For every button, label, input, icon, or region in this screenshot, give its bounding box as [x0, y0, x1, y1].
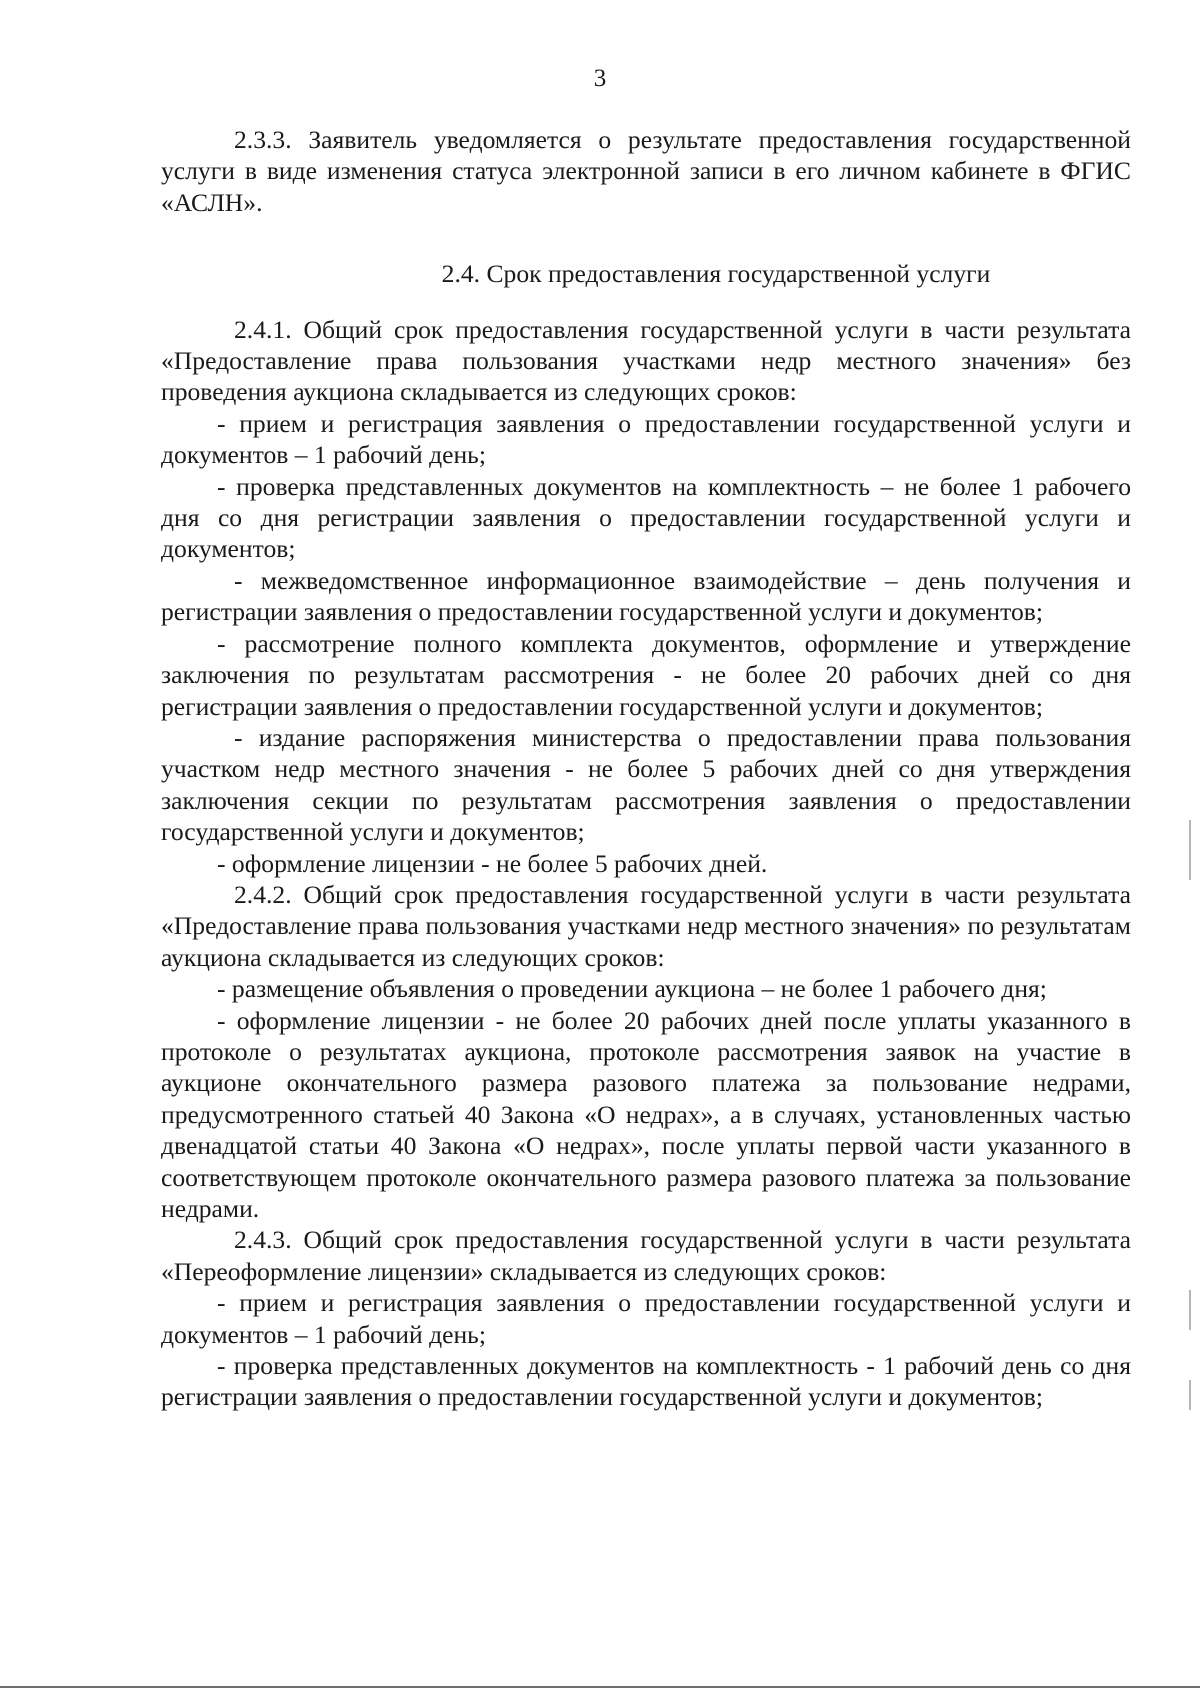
- section-heading: 2.4. Срок предоставления государственной услуги: [441, 259, 991, 289]
- list-item: - прием и регистрация заявления о предоставлении государственной услуги и документов – 1 рабочий день;: [161, 1288, 1131, 1349]
- list-item: - межведомственное информационное взаимодействие – день получения и регистрации заявления о предоставлении государственной услуги и документов;: [161, 565, 1131, 627]
- list-item: - оформление лицензии - не более 20 рабочих дней после уплаты указанного в протоколе о результатах аукциона, протоколе рассмотрения заявок на участие в аукционе окончательного размера разового платежа за пользование недрами, предусмотренного статьей 40 Закона «О недрах», а в случаях, установленных частью двенадцатой статьи 40 Закона «О недрах», после уплаты первой части указанного в соответствующем протоколе окончательного размера разового платежа за пользование недрами.: [161, 1005, 1131, 1223]
- paragraph-2-4-2: 2.4.2. Общий срок предоставления государственной услуги в части результата «Предоставление права пользования участками недр местного значения» по результатам аукциона складывается из следующих сроков:: [161, 879, 1131, 972]
- scan-edge-marks: [1189, 820, 1192, 1420]
- list-item: - проверка представленных документов на комплектность - 1 рабочий день со дня регистрации заявления о предоставлении государственной услуги и документов;: [161, 1351, 1131, 1412]
- paragraph-2-4-3: 2.4.3. Общий срок предоставления государственной услуги в части результата «Переоформление лицензии» складывается из следующих сроков:: [161, 1225, 1131, 1286]
- paragraph-2-4-1: 2.4.1. Общий срок предоставления государственной услуги в части результата «Предоставление права пользования участками недр местного значения» без проведения аукциона складывается из следующих сроков:: [161, 314, 1131, 407]
- list-item: - оформление лицензии - не более 5 рабочих дней.: [217, 848, 768, 878]
- list-item: - размещение объявления о проведении аукциона – не более 1 рабочего дня;: [217, 974, 1047, 1004]
- list-item: - прием и регистрация заявления о предоставлении государственной услуги и документов – 1 рабочий день;: [161, 408, 1131, 470]
- paragraph-2-3-3: 2.3.3. Заявитель уведомляется о результате предоставления государственной услуги в виде изменения статуса электронной записи в его личном кабинете в ФГИС «АСЛН».: [161, 125, 1131, 217]
- scan-bottom-edge: [0, 1686, 1200, 1688]
- page-number: 3: [593, 65, 607, 92]
- list-item: - проверка представленных документов на комплектность – не более 1 рабочего дня со дня регистрации заявления о предоставлении государственной услуги и документов;: [161, 471, 1131, 564]
- list-item: - издание распоряжения министерства о предоставлении права пользования участком недр местного значения - не более 5 рабочих дней со дня утверждения заключения секции по результатам рассмотрения заявления о предоставлении государственной услуги и документов;: [161, 722, 1131, 847]
- list-item: - рассмотрение полного комплекта документов, оформление и утверждение заключения по результатам рассмотрения - не более 20 рабочих дней со дня регистрации заявления о предоставлении государственной услуги и документов;: [161, 628, 1131, 721]
- document-body: [161, 124, 1131, 1413]
